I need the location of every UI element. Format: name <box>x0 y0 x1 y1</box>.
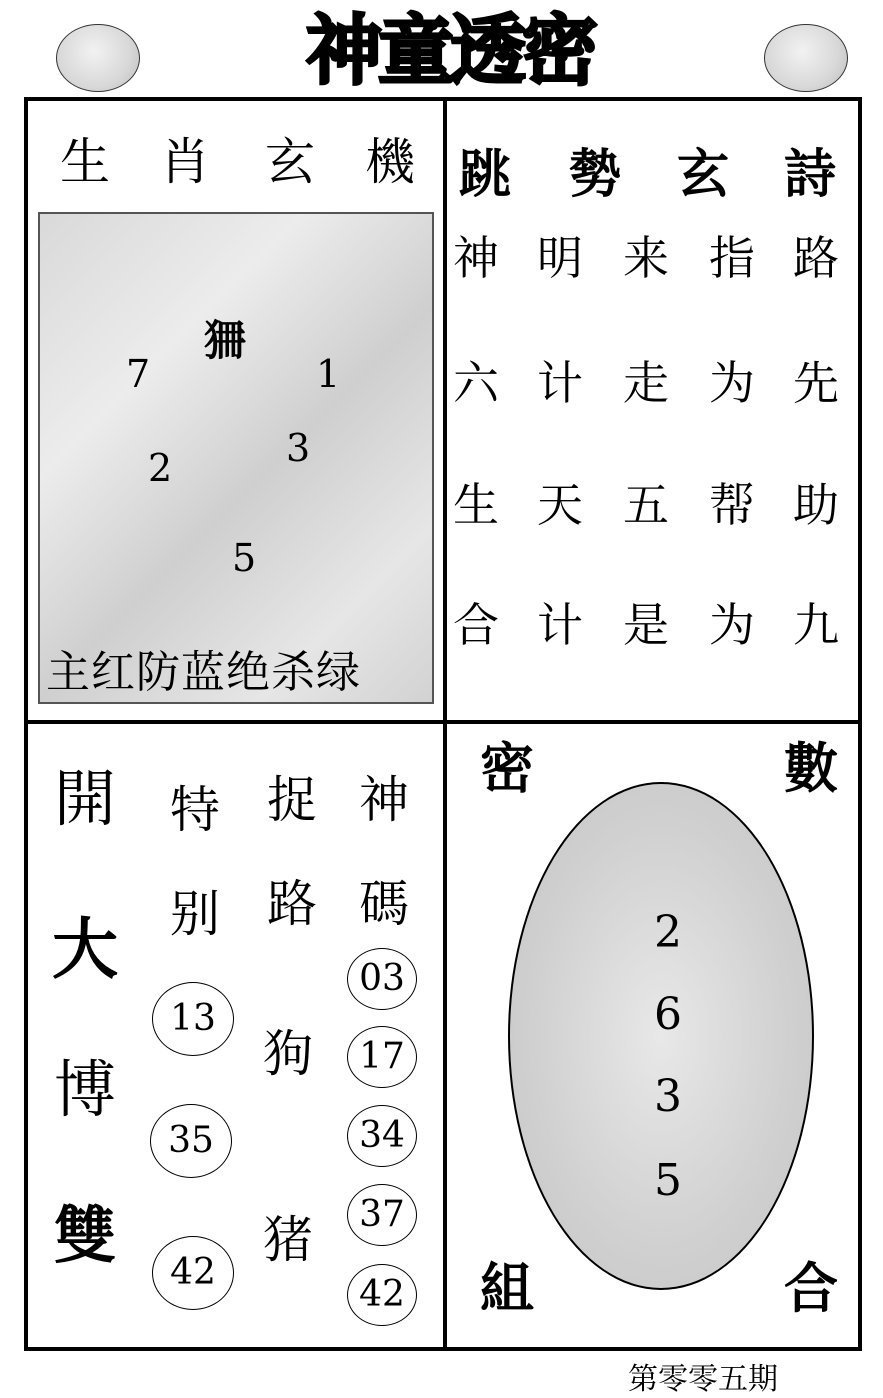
corner-shu: 數 <box>784 737 838 800</box>
poem-r3c3: 五 <box>623 478 669 532</box>
code-number-37: 37 <box>347 1184 417 1246</box>
code-number-17: 17 <box>347 1026 417 1088</box>
side-text-da: 大 <box>52 911 118 988</box>
col3-header-2: 碼 <box>359 875 409 933</box>
poem-heading-3: 玄 <box>676 145 729 205</box>
poem-r1c2: 明 <box>537 231 583 285</box>
col2-header-2: 路 <box>267 875 317 933</box>
special-number-13: 13 <box>152 982 234 1056</box>
poem-heading-4: 詩 <box>783 145 836 205</box>
poem-heading-2: 勢 <box>568 145 621 205</box>
col2-header-1: 捉 <box>267 771 317 829</box>
code-number-34: 34 <box>347 1105 417 1167</box>
poem-r1c1: 神 <box>453 231 499 285</box>
zodiac-shaded-panel <box>38 212 434 704</box>
secret-number-4: 5 <box>654 1155 682 1206</box>
zodiac-number-5: 5 <box>232 536 257 580</box>
right-decor-circle <box>764 24 848 92</box>
zodiac-number-1: 1 <box>316 352 341 396</box>
poem-r4c4: 为 <box>709 598 755 652</box>
col1-header-2: 别 <box>170 885 220 943</box>
issue-label: 第零零五期 <box>628 1362 778 1397</box>
code-number-42: 42 <box>347 1264 417 1326</box>
secret-number-2: 6 <box>654 989 682 1040</box>
zodiac-center-glyph: 狦 <box>204 316 247 365</box>
center-divider-horizontal <box>24 720 862 724</box>
page-title: 神童透密 <box>306 6 594 95</box>
code-number-03: 03 <box>347 948 417 1010</box>
col3-header-1: 神 <box>359 771 409 829</box>
corner-mi: 密 <box>480 737 534 800</box>
zodiac-pick-pig: 猪 <box>263 1211 313 1269</box>
zodiac-bottom-text: 主红防蓝绝杀绿 <box>46 647 361 698</box>
poem-r2c1: 六 <box>453 356 499 410</box>
poem-r2c4: 为 <box>709 356 755 410</box>
zodiac-heading-3: 玄 <box>265 133 315 191</box>
poem-r4c5: 九 <box>793 598 839 652</box>
poem-r1c3: 来 <box>623 231 669 285</box>
poem-r1c5: 路 <box>793 231 839 285</box>
side-text-shuang: 雙 <box>53 1199 116 1272</box>
zodiac-pick-dog: 狗 <box>263 1025 313 1083</box>
secret-number-1: 2 <box>654 907 682 958</box>
side-text-kai: 開 <box>53 762 116 835</box>
zodiac-number-3: 3 <box>286 426 311 470</box>
corner-zu: 組 <box>480 1257 534 1320</box>
poem-r3c2: 天 <box>537 478 583 532</box>
poem-r2c3: 走 <box>623 356 669 410</box>
special-number-35: 35 <box>150 1104 232 1178</box>
zodiac-number-7: 7 <box>126 352 151 396</box>
poem-r1c4: 指 <box>709 231 755 285</box>
poem-r2c2: 计 <box>537 356 583 410</box>
poem-r2c5: 先 <box>793 356 839 410</box>
col1-header-1: 特 <box>170 781 220 839</box>
poem-r3c1: 生 <box>453 478 499 532</box>
corner-he: 合 <box>784 1257 838 1320</box>
poem-heading-1: 跳 <box>458 145 511 205</box>
side-text-bo: 博 <box>53 1053 116 1126</box>
zodiac-heading-4: 機 <box>365 133 415 191</box>
poem-r4c3: 是 <box>623 598 669 652</box>
poem-r4c1: 合 <box>453 598 499 652</box>
zodiac-number-2: 2 <box>148 446 173 490</box>
poem-r3c5: 助 <box>793 478 839 532</box>
special-number-42: 42 <box>152 1236 234 1310</box>
zodiac-heading-2: 肖 <box>160 133 210 191</box>
left-decor-circle <box>56 24 140 92</box>
secret-number-3: 3 <box>654 1071 682 1122</box>
poem-r3c4: 帮 <box>709 478 755 532</box>
poem-r4c2: 计 <box>537 598 583 652</box>
zodiac-heading-1: 生 <box>60 133 110 191</box>
